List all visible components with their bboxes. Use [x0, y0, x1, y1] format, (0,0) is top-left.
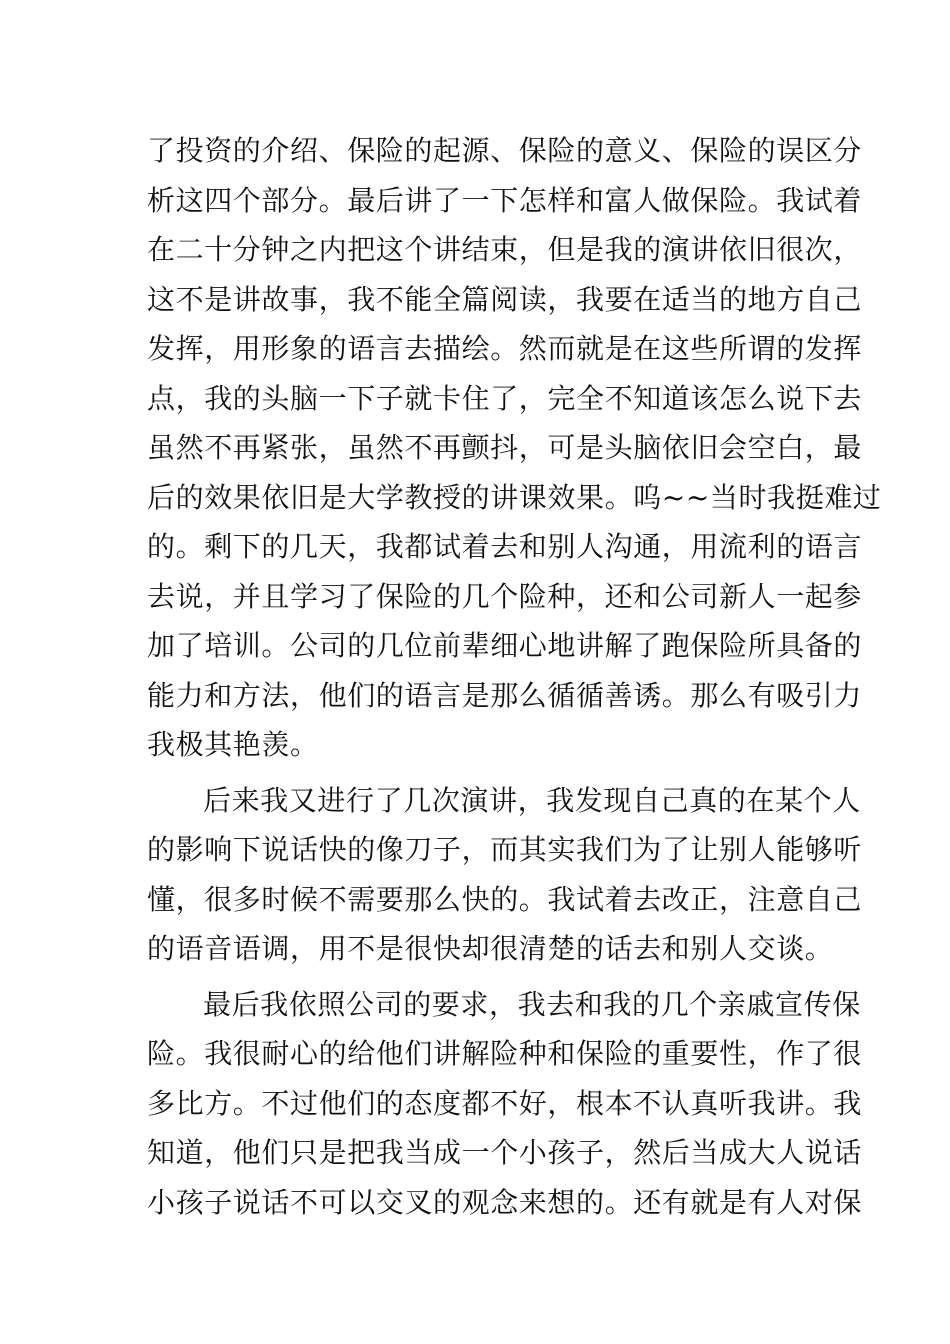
text-line: 加了培训。公司的几位前辈细心地讲解了跑保险所具备的	[147, 629, 863, 662]
document-body	[147, 126, 882, 1227]
text-line: 的。剩下的几天，我都试着去和别人沟通，用流利的语言	[147, 530, 863, 563]
text-line: 后的效果依旧是大学教授的讲课效果。呜~~当时我挺难过	[147, 480, 882, 514]
paragraph-2	[147, 776, 863, 974]
text-line: 点，我的头脑一下子就卡住了，完全不知道该怎么说下去	[147, 381, 863, 415]
text-line: 多比方。不过他们的态度都不好，根本不认真听我讲。我	[147, 1086, 863, 1120]
text-line: 这不是讲故事，我不能全篇阅读，我要在适当的地方自己	[147, 282, 863, 316]
text-line: 最后我依照公司的要求，我去和我的几个亲戚宣传保	[203, 987, 861, 1021]
text-line: 析这四个部分。最后讲了一下怎样和富人做保险。我试着	[147, 183, 863, 217]
text-line: 在二十分钟之内把这个讲结束，但是我的演讲依旧很次，	[147, 233, 863, 266]
text-line: 的语音语调，用不是很快却很清楚的话去和别人交谈。	[147, 932, 834, 965]
text-line: 虽然不再紧张，虽然不再颤抖，可是头脑依旧会空白，最	[147, 431, 863, 464]
text-line: 能力和方法，他们的语言是那么循循善诱。那么有吸引力	[147, 678, 863, 712]
paragraph-3	[147, 980, 863, 1228]
text-line: 了投资的介绍、保险的起源、保险的意义、保险的误区分	[147, 134, 863, 167]
text-line: 去说，并且学习了保险的几个险种，还和公司新人一起参	[147, 579, 863, 613]
paragraph-1	[147, 126, 882, 770]
text-line: 的影响下说话快的像刀子，而其实我们为了让别人能够听	[147, 833, 863, 866]
text-line: 懂，很多时候不需要那么快的。我试着去改正，注意自己	[147, 882, 863, 916]
text-line: 我极其艳羡。	[147, 728, 319, 761]
text-line: 后来我又进行了几次演讲，我发现自己真的在某个人	[203, 783, 861, 817]
text-line: 小孩子说话不可以交叉的观念来想的。还有就是有人对保	[147, 1185, 863, 1219]
text-line: 险。我很耐心的给他们讲解险种和保险的重要性，作了很	[147, 1037, 863, 1070]
text-line: 发挥，用形象的语言去描绘。然而就是在这些所谓的发挥	[147, 332, 863, 365]
text-line: 知道，他们只是把我当成一个小孩子，然后当成大人说话	[147, 1136, 863, 1169]
